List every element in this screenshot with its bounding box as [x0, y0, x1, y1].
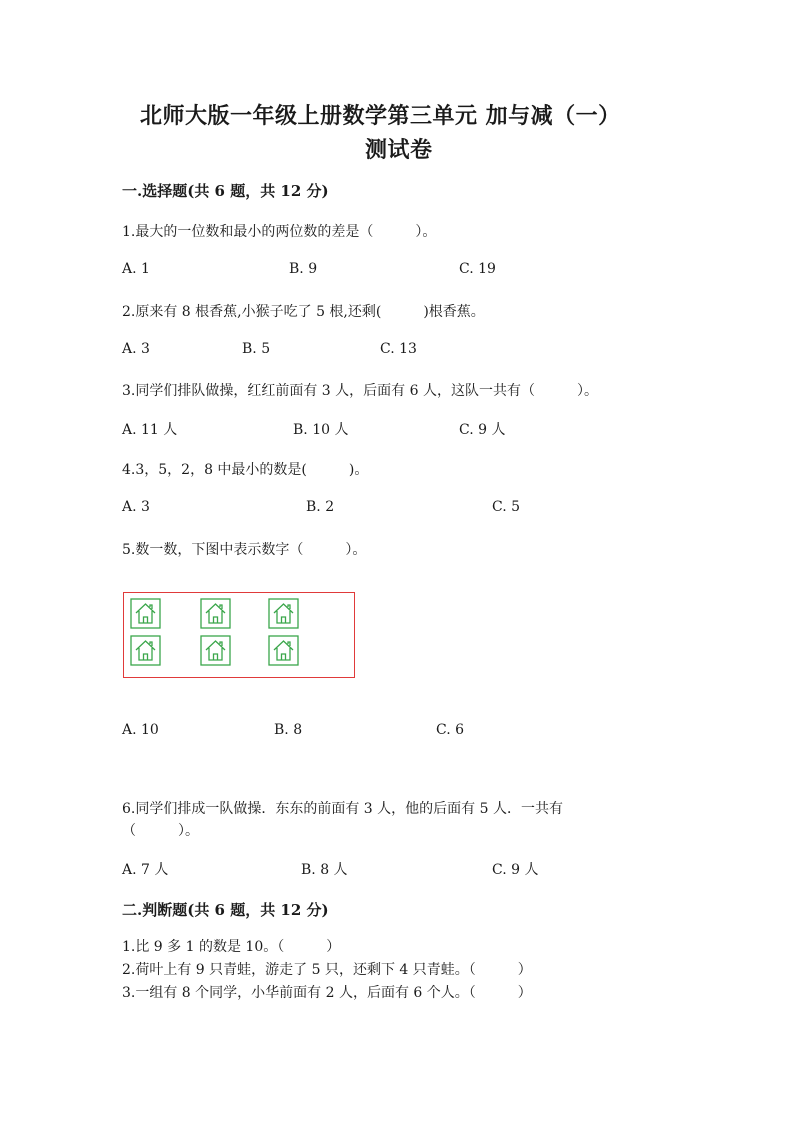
question-5-option-a[interactable]: A. 10: [122, 722, 159, 738]
question-2-option-c[interactable]: C. 13: [380, 341, 417, 357]
question-5-option-b[interactable]: B. 8: [274, 722, 303, 738]
question-2-option-b[interactable]: B. 5: [242, 341, 271, 357]
house-icon: [200, 635, 231, 666]
question-1-option-a[interactable]: A. 1: [122, 261, 150, 277]
page-title: 北师大版一年级上册数学第三单元 加与减（一）: [140, 103, 621, 129]
house-icon: [130, 635, 161, 666]
house-icon: [268, 635, 299, 666]
question-5-option-c[interactable]: C. 6: [436, 722, 465, 738]
page-subtitle: 测试卷: [365, 137, 433, 163]
question-1-option-c[interactable]: C. 19: [459, 261, 496, 277]
question-4-option-c[interactable]: C. 5: [492, 499, 521, 515]
question-3-option-a[interactable]: A. 11 人: [122, 422, 178, 438]
question-3-option-c[interactable]: C. 9 人: [459, 422, 506, 438]
house-icon: [200, 598, 231, 629]
question-2: 2.原来有 8 根香蕉,小猴子吃了 5 根,还剩( )根香蕉。: [122, 304, 485, 320]
section-heading-judgment: 二.判断题(共 6 题，共 12 分): [122, 901, 329, 919]
question-3: 3.同学们排队做操，红红前面有 3 人，后面有 6 人，这队一共有（ ）。: [122, 383, 598, 399]
question-5: 5.数一数，下图中表示数字（ ）。: [122, 542, 367, 558]
question-2-option-a[interactable]: A. 3: [122, 341, 150, 357]
judgment-item-3: 3.一组有 8 个同学，小华前面有 2 人，后面有 6 个人。（ ）: [122, 985, 532, 1001]
house-figure: [123, 592, 355, 678]
question-6-option-c[interactable]: C. 9 人: [492, 862, 539, 878]
question-1: 1.最大的一位数和最小的两位数的差是（ ）。: [122, 224, 437, 240]
question-1-option-b[interactable]: B. 9: [289, 261, 318, 277]
question-4-option-a[interactable]: A. 3: [122, 499, 150, 515]
section-heading-choice: 一.选择题(共 6 题，共 12 分): [122, 182, 329, 200]
judgment-item-2: 2.荷叶上有 9 只青蛙，游走了 5 只，还剩下 4 只青蛙。（ ）: [122, 962, 532, 978]
question-4-option-b[interactable]: B. 2: [306, 499, 335, 515]
question-4: 4.3，5，2，8 中最小的数是( )。: [122, 462, 369, 478]
question-3-option-b[interactable]: B. 10 人: [293, 422, 349, 438]
house-icon: [268, 598, 299, 629]
judgment-item-1: 1.比 9 多 1 的数是 10。（ ）: [122, 939, 341, 955]
question-6-option-b[interactable]: B. 8 人: [301, 862, 348, 878]
question-6-line-1: 6.同学们排成一队做操．东东的前面有 3 人，他的后面有 5 人．一共有: [122, 801, 563, 817]
question-6-line-2: （ ）。: [122, 823, 199, 839]
house-icon: [130, 598, 161, 629]
question-6-option-a[interactable]: A. 7 人: [122, 862, 169, 878]
